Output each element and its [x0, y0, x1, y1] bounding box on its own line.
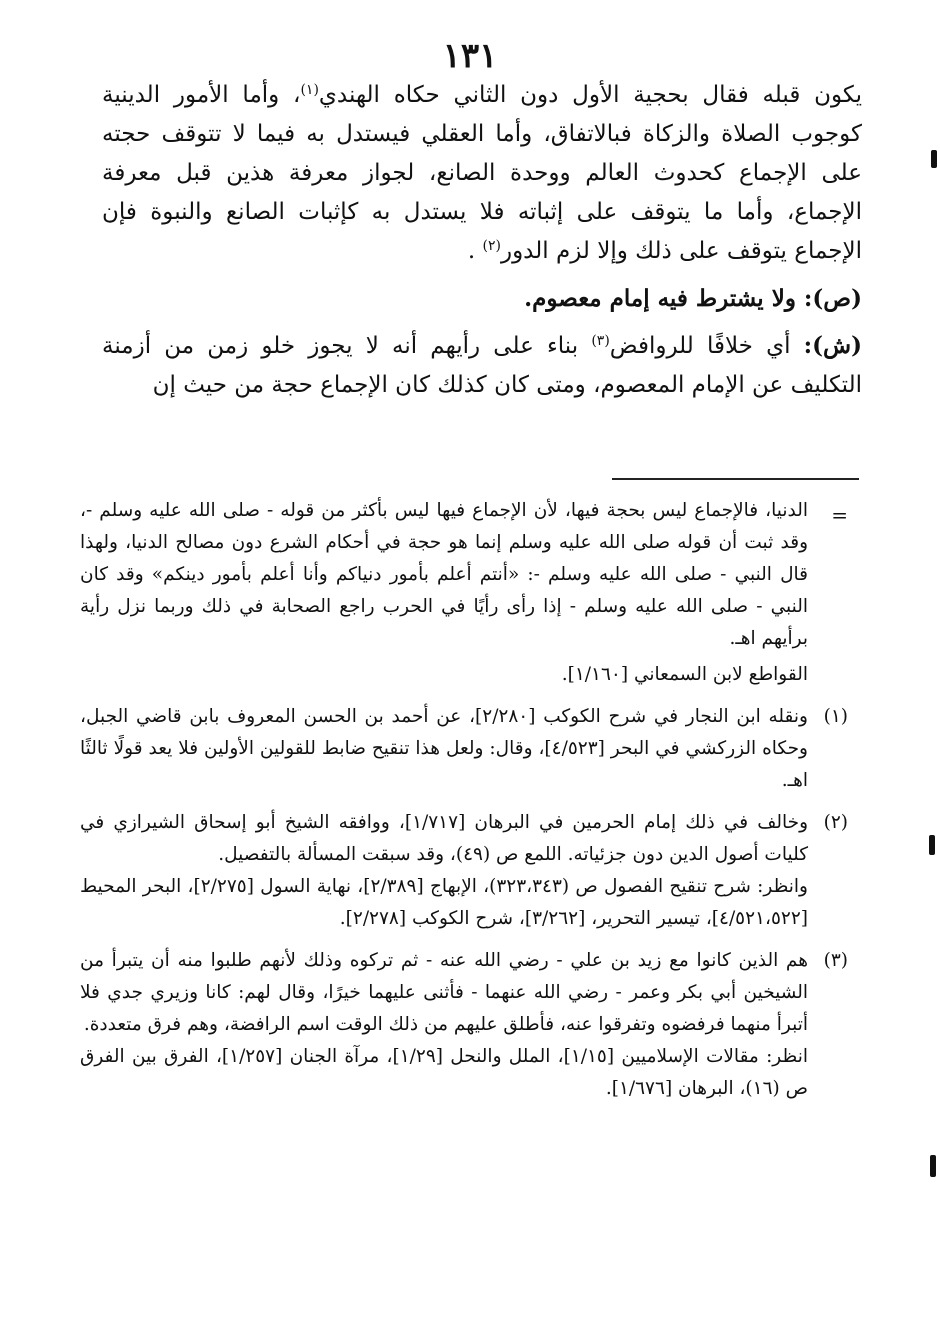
- footnotes: [80, 495, 848, 1105]
- sharh-part-1: أي خلافًا للروافض: [609, 333, 791, 359]
- paragraph-1-part-2: ، وأما الأمور الدينية كوجوب الصلاة والزكاة فبالاتفاق، وأما العقلي فيستدل به فيما لا تتوقف حجته على الإجماع كحدوث العالم ووحدة الصانع، لجواز معرفة هذين قبل معرفة الإجماع، وأما ما يتوقف على إثباته فلا يستدل به كإثبات الصانع والنبوة فإن الإجماع يتوقف على ذلك وإلا لزم الدور: [102, 82, 862, 264]
- scan-edge-mark: [930, 1155, 936, 1177]
- paragraph-1-part-1: يكون قبله فقال بحجية الأول دون الثاني حكاه الهندي: [318, 82, 862, 108]
- sharh-part-2: بناء على رأيهم أنه لا يجوز خلو زمن من أزمنة التكليف عن الإمام المعصوم، ومتى كان كذلك كان الإجماع حجة من حيث إن: [102, 333, 862, 398]
- sharh-label: (ش):: [803, 332, 863, 359]
- footnote-1: [80, 701, 848, 797]
- footnote-2-text: وخالف في ذلك إمام الحرمين في البرهان [١/٧١٧]، ووافقه الشيخ أبو إسحاق الشيرازي في كليات أصول الدين دون جزئياته. اللمع ص (٤٩)، وقد سبقت المسألة بالتفصيل.: [80, 812, 808, 865]
- footnote-3-references: [80, 1041, 848, 1105]
- scan-edge-mark: [929, 835, 935, 855]
- paragraph-1-end: .: [467, 238, 476, 264]
- footnote-1-marker: (١): [823, 706, 848, 727]
- page-number: ١٣١: [442, 36, 498, 76]
- footnote-1-text: ونقله ابن النجار في شرح الكوكب [٢/٢٨٠]، عن أحمد بن الحسن المعروف بابن قاضي الجبل، وحكاه الزركشي في البحر [٤/٥٢٣]، وقال: ولعل هذا تنقيح ضابط للقولين الأولين فلا يعد قولًا ثالثًا اهـ.: [80, 706, 808, 791]
- footnote-continuation: [80, 495, 848, 655]
- footnote-ref-1[interactable]: (١): [300, 82, 319, 98]
- footnote-3: [80, 945, 848, 1041]
- paragraph-1: [102, 76, 862, 271]
- footnote-3-marker: (٣): [823, 950, 848, 971]
- continuation-source: [80, 659, 848, 691]
- footnote-3-refs-text: انظر: مقالات الإسلاميين [١/١٥]، الملل والنحل [١/٢٩]، مرآة الجنان [١/٢٥٧]، الفرق بين الفرق ص (١٦)، البرهان [١/٦٧٦].: [80, 1046, 808, 1099]
- footnote-2-references: [80, 871, 848, 935]
- footnote-2: [80, 807, 848, 871]
- footnote-separator: [612, 478, 859, 480]
- matn-statement: (ص): ولا يشترط فيه إمام معصوم.: [524, 285, 862, 312]
- footnote-3-text: هم الذين كانوا مع زيد بن علي - رضي الله عنه - ثم تركوه وذلك لأنهم طلبوا منه أن يتبرأ من الشيخين أبي بكر وعمر - رضي الله عنهما - فأثنى عليهما خيرًا، وقال لهم: كانا وزيري جدي فلا أتبرأ منهما فرفضوه وتفرقوا عنه، فأطلق عليهم من ذلك الوقت اسم الرافضة، وهم فرق متعددة.: [80, 950, 808, 1035]
- scan-edge-mark: [931, 150, 937, 168]
- continuation-marker: =: [831, 503, 848, 527]
- footnote-2-marker: (٢): [823, 812, 848, 833]
- main-text: [102, 76, 862, 405]
- footnote-2-refs-text: وانظر: شرح تنقيح الفصول ص (٣٢٣،٣٤٣)، الإبهاج [٢/٣٨٩]، نهاية السول [٢/٢٧٥]، البحر المحيط [٤/٥٢١،٥٢٢]، تيسير التحرير، [٣/٢٦٢]، شرح الكوكب [٢/٢٧٨].: [80, 876, 808, 929]
- footnote-ref-2[interactable]: (٢): [482, 238, 501, 254]
- continuation-text: الدنيا، فالإجماع ليس بحجة فيها، لأن الإجماع فيها ليس بأكثر من قوله - صلى الله عليه وسلم -، وقد ثبت أن قوله صلى الله عليه وسلم إنما هو حجة في أحكام الشرع دون مصالح الدنيا، ولهذا قال النبي - صلى الله عليه وسلم -: «أنتم أعلم بأمور دنياكم وأنا أعلم بأمور دينكم» وقد كان النبي - صلى الله عليه وسلم - إذا رأى رأيًا في الحرب راجع الصحابة في ذلك وربما نزل رأية برأيهم اهـ.: [80, 500, 808, 649]
- sharh-paragraph: [102, 326, 862, 405]
- continuation-source-text: القواطع لابن السمعاني [١/١٦٠].: [561, 664, 808, 685]
- footnote-ref-3[interactable]: (٣): [591, 333, 610, 349]
